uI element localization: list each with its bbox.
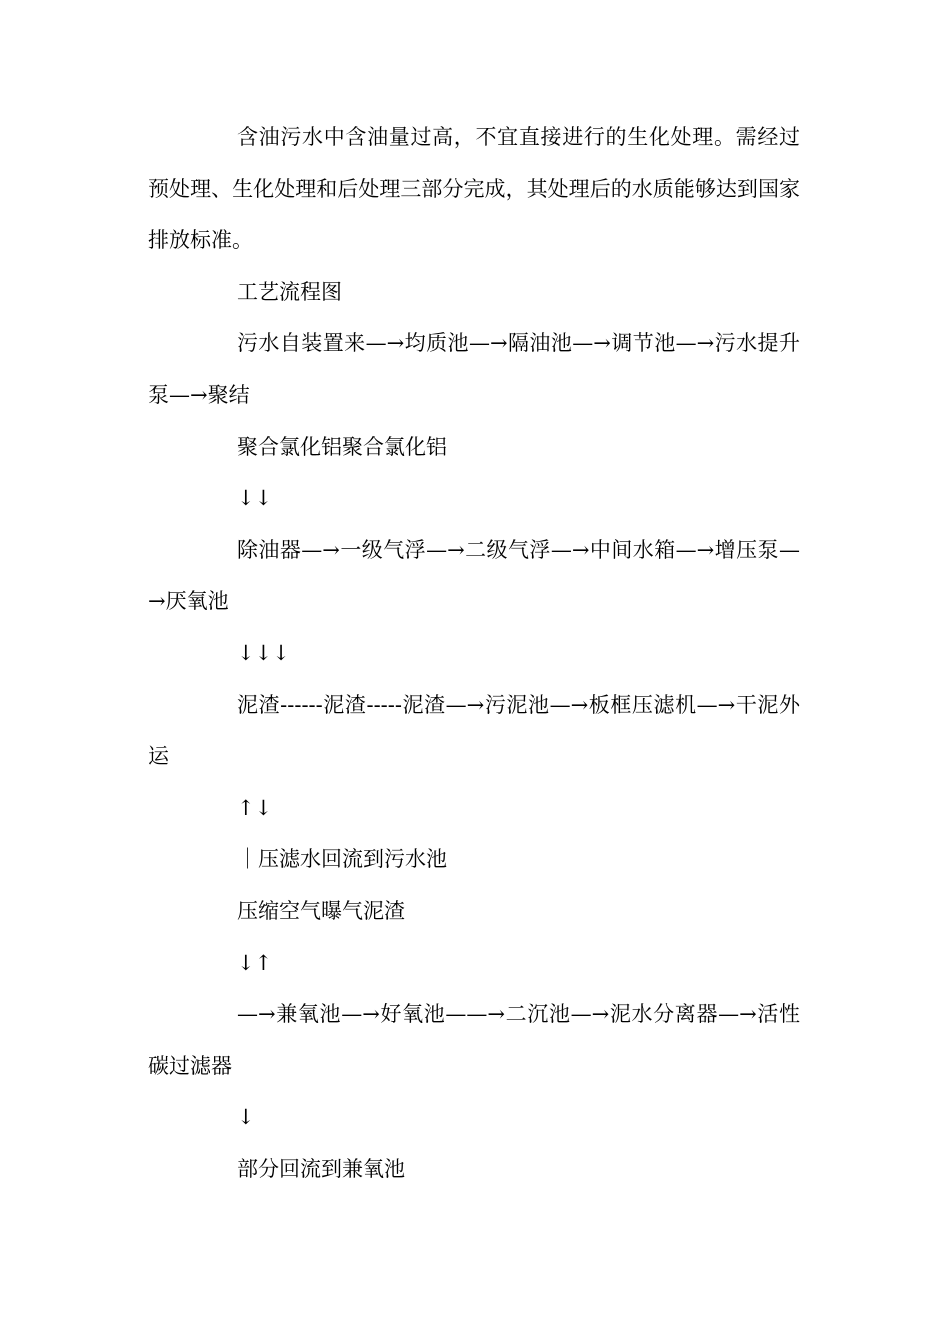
flow-line-2: 聚合氯化铝聚合氯化铝 (237, 434, 447, 459)
intro-paragraph: 含油污水中含油量过高，不宜直接进行的生化处理。需经过预处理、生化处理和后处理三部分完成，其处理后的水质能够达到国家排放标准。 (148, 125, 800, 253)
flow-arrows-1: ↓↓ (237, 486, 273, 511)
flow-arrows-5: ↓ (237, 1105, 255, 1130)
flow-line-5: ｜压滤水回流到污水池 (237, 847, 447, 872)
flow-arrows-3: ↑↓ (237, 795, 273, 820)
document-body (148, 112, 800, 1195)
flow-line-7: —→兼氧池—→好氧池——→二沉池—→泥水分离器—→活性碳过滤器 (148, 1002, 800, 1078)
flow-line-1: 污水自装置来—→均质池—→隔油池—→调节池—→污水提升泵—→聚结 (148, 331, 800, 407)
flow-arrows-4: ↓↑ (237, 950, 273, 975)
flow-line-4: 泥渣------泥渣-----泥渣—→污泥池—→板框压滤机—→干泥外运 (148, 692, 800, 769)
flow-arrows-2: ↓↓↓ (237, 640, 290, 665)
flow-line-3: 除油器—→一级气浮—→二级气浮—→中间水箱—→增压泵—→厌氧池 (148, 537, 800, 614)
flowchart-title: 工艺流程图 (237, 279, 342, 304)
flow-line-6: 压缩空气曝气泥渣 (237, 898, 405, 923)
flow-line-8: 部分回流到兼氧池 (237, 1156, 405, 1181)
